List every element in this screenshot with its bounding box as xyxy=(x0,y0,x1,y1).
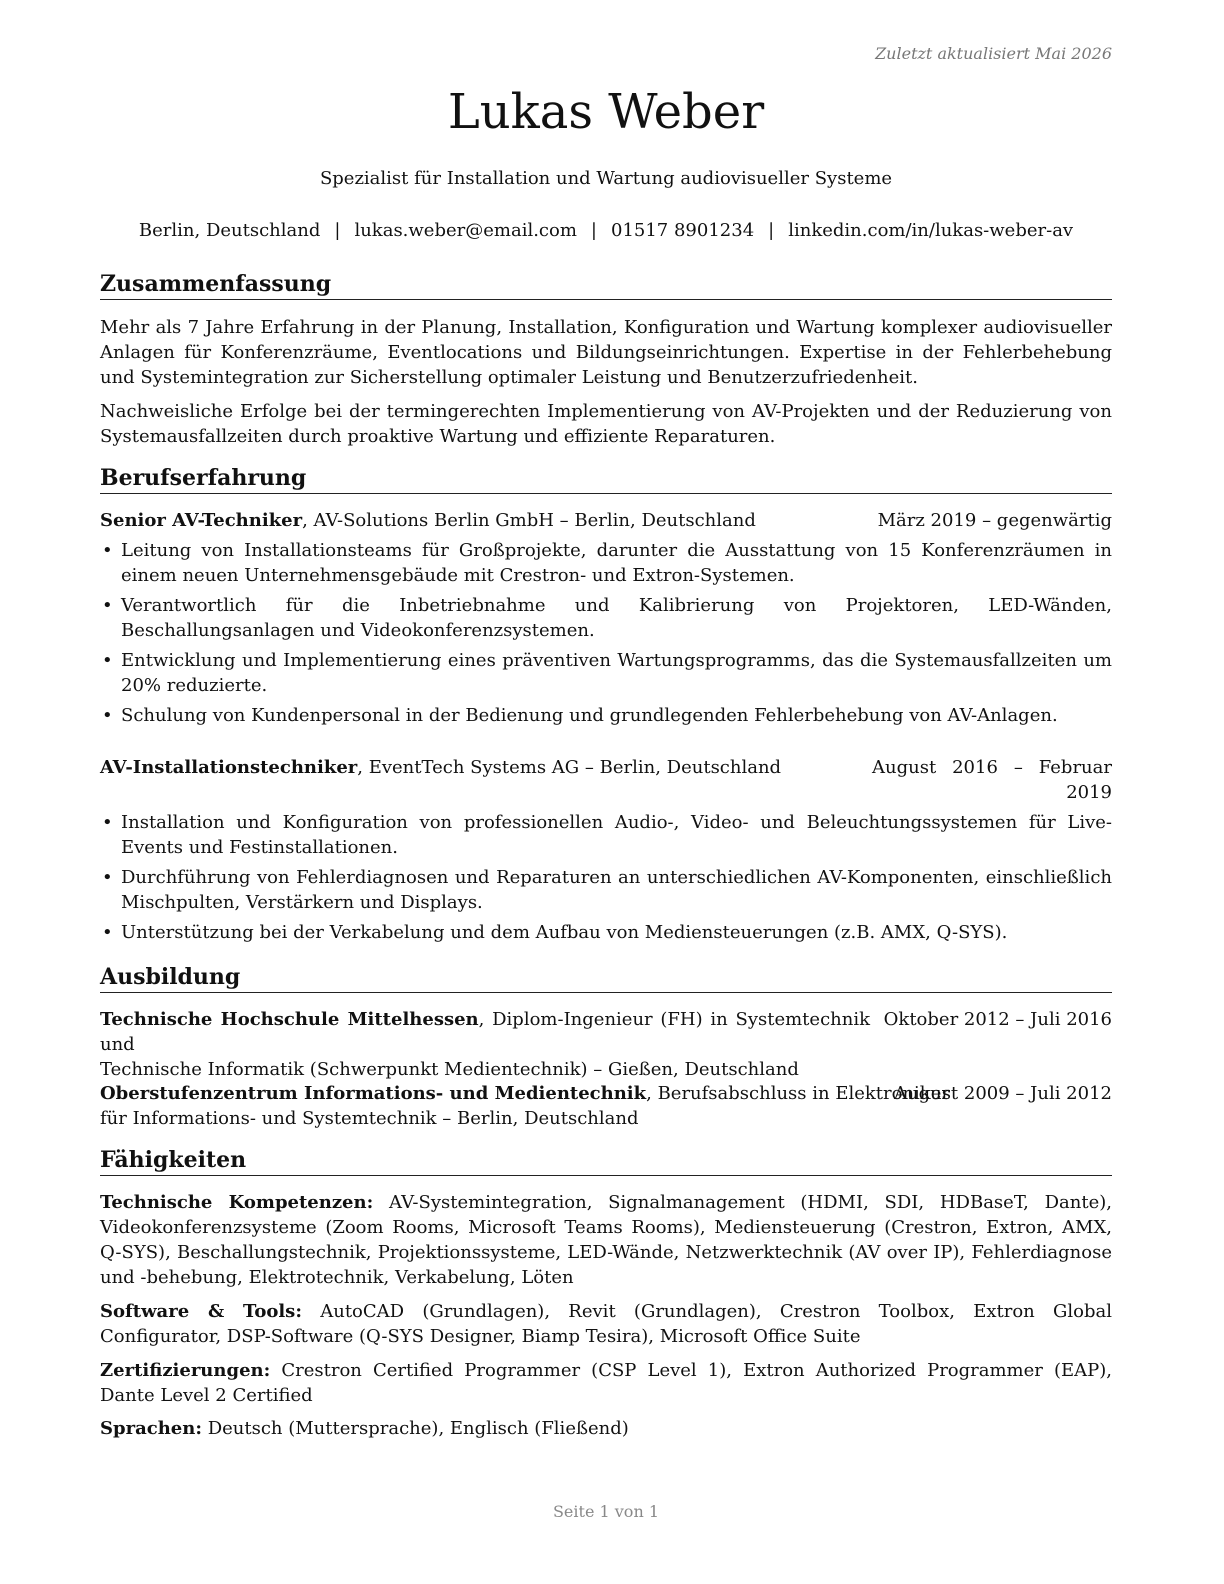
contact-location: Berlin, Deutschland xyxy=(138,220,321,241)
job-company: , EventTech Systems AG – Berlin, Deutschland xyxy=(357,757,782,778)
summary-paragraph: Mehr als 7 Jahre Erfahrung in der Planung, Installation, Konfiguration und Wartung komplexer audiovisueller Anlagen für Konferenzräume, Eventlocations und Bildungseinrichtungen. Expertise in der Fehlerbehebung und Systemintegration zur Sicherstellung optimaler Leistung und Benutzerzufriedenheit. xyxy=(100,317,1112,388)
list-item: • Unterstützung bei der Verkabelung und dem Aufbau von Mediensteuerungen (z.B. AMX, Q-SYS). xyxy=(102,922,1008,943)
education-line: Oberstufenzentrum Informations- und Medientechnik, Berufsabschluss in Elektroniker xyxy=(100,1083,950,1104)
list-item: • Verantwortlich für die Inbetriebnahme und Kalibrierung von Projektoren, LED-Wänden, Beschallungsanlagen und Videokonferenzsystemen. xyxy=(102,595,1112,641)
person-name: Lukas Weber xyxy=(447,84,765,140)
contact-separator: | xyxy=(768,220,775,241)
education-entry xyxy=(100,1007,1112,1082)
list-item: • Leitung von Installationsteams für Großprojekte, darunter die Ausstattung von 15 Konferenzräumen in einem neuen Unternehmensgebäude mit Crestron- und Extron-Systemen. xyxy=(102,540,1112,586)
bullet-icon: • xyxy=(102,595,113,616)
list-item: • Durchführung von Fehlerdiagnosen und Reparaturen an unterschiedlichen AV-Komponenten, einschließlich Mischpulten, Verstärkern und Displays. xyxy=(102,867,1112,913)
section-title-experience: Berufserfahrung xyxy=(100,464,1112,494)
last-updated: Zuletzt aktualisiert Mai 2026 xyxy=(875,44,1112,63)
school-name: Oberstufenzentrum Informations- und Medientechnik xyxy=(100,1083,647,1104)
skill-label: Sprachen: xyxy=(100,1418,202,1439)
job-header xyxy=(100,508,1112,533)
skill-item: Software & Tools: AutoCAD (Grundlagen), Revit (Grundlagen), Crestron Toolbox, Extron Global Configurator, DSP-Software (Q-SYS Designer, Biamp Tesira), Microsoft Office Suite xyxy=(100,1301,1112,1347)
bullet-icon: • xyxy=(102,705,113,726)
education-line: für Informations- und Systemtechnik – Berlin, Deutschland xyxy=(100,1108,639,1129)
section-title-education: Ausbildung xyxy=(100,963,1112,993)
job-title: Spezialist für Installation und Wartung audiovisueller Systeme xyxy=(319,168,893,189)
job-role: Senior AV-Techniker xyxy=(100,510,303,531)
job-dates: August 2016 – Februar 2019 xyxy=(872,757,1112,803)
skill-label: Technische Kompetenzen: xyxy=(100,1192,374,1213)
list-item: • Installation und Konfiguration von professionellen Audio-, Video- und Beleuchtungssystemen für Live-Events und Festinstallationen. xyxy=(102,812,1112,858)
job-dates: März 2019 – gegenwärtig xyxy=(877,510,1112,531)
job-header xyxy=(100,755,1112,803)
job-company: , AV-Solutions Berlin GmbH – Berlin, Deutschland xyxy=(302,510,756,531)
section-title-summary: Zusammenfassung xyxy=(100,270,1112,300)
bullet-icon: • xyxy=(102,812,113,833)
bullet-icon: • xyxy=(102,922,113,943)
section-title-skills: Fähigkeiten xyxy=(100,1146,1112,1176)
education-dates: August 2009 – Juli 2012 xyxy=(893,1083,1112,1104)
contact-email[interactable]: lukas.weber@email.com xyxy=(354,220,577,241)
job-bullet-list xyxy=(100,538,1112,733)
contact-separator: | xyxy=(590,220,597,241)
bullet-icon: • xyxy=(102,867,113,888)
skill-item: Technische Kompetenzen: AV-Systemintegration, Signalmanagement (HDMI, SDI, HDBaseT, Dante), Videokonferenzsysteme (Zoom Rooms, Microsoft Teams Rooms), Mediensteuerung (Crestron, Extron, AMX, Q-SYS), Beschallungstechnik, Projektionssysteme, LED-Wände, Netzwerktechnik (AV over IP), Fehlerdiagnose und -behebung, Elektrotechnik, Verkabelung, Löten xyxy=(100,1192,1113,1288)
bullet-icon: • xyxy=(102,650,113,671)
summary-paragraph: Nachweisliche Erfolge bei der termingerechten Implementierung von AV-Projekten und der Reduzierung von Systemausfallzeiten durch proaktive Wartung und effiziente Reparaturen. xyxy=(100,401,1112,447)
page-number: Seite 1 von 1 xyxy=(552,1502,660,1521)
contact-line xyxy=(100,220,1112,241)
job-role: AV-Installationstechniker xyxy=(100,757,358,778)
education-line: Technische Hochschule Mittelhessen, Diplom-Ingenieur (FH) in Systemtechnik und xyxy=(100,1009,870,1055)
contact-linkedin[interactable]: linkedin.com/in/lukas-weber-av xyxy=(788,220,1074,241)
list-item: • Entwicklung und Implementierung eines präventiven Wartungsprogramms, das die Systemausfallzeiten um 20% reduzierte. xyxy=(102,650,1112,696)
skill-item: Sprachen: Deutsch (Muttersprache), Englisch (Fließend) xyxy=(100,1418,629,1439)
skill-label: Zertifizierungen: xyxy=(100,1360,271,1381)
list-item: • Schulung von Kundenpersonal in der Bedienung und grundlegenden Fehlerbehebung von AV-Anlagen. xyxy=(102,705,1058,726)
contact-separator: | xyxy=(334,220,341,241)
job-bullet-list xyxy=(100,810,1112,950)
resume-page xyxy=(100,0,1112,1584)
education-entry xyxy=(100,1081,1112,1131)
skill-label: Software & Tools: xyxy=(100,1301,302,1322)
contact-phone: 01517 8901234 xyxy=(611,220,755,241)
bullet-icon: • xyxy=(102,540,113,561)
education-dates: Oktober 2012 – Juli 2016 xyxy=(883,1009,1112,1030)
school-name: Technische Hochschule Mittelhessen xyxy=(100,1009,479,1030)
skill-item: Zertifizierungen: Crestron Certified Programmer (CSP Level 1), Extron Authorized Programmer (EAP), Dante Level 2 Certified xyxy=(100,1360,1112,1406)
education-line: Technische Informatik (Schwerpunkt Medientechnik) – Gießen, Deutschland xyxy=(100,1059,799,1080)
